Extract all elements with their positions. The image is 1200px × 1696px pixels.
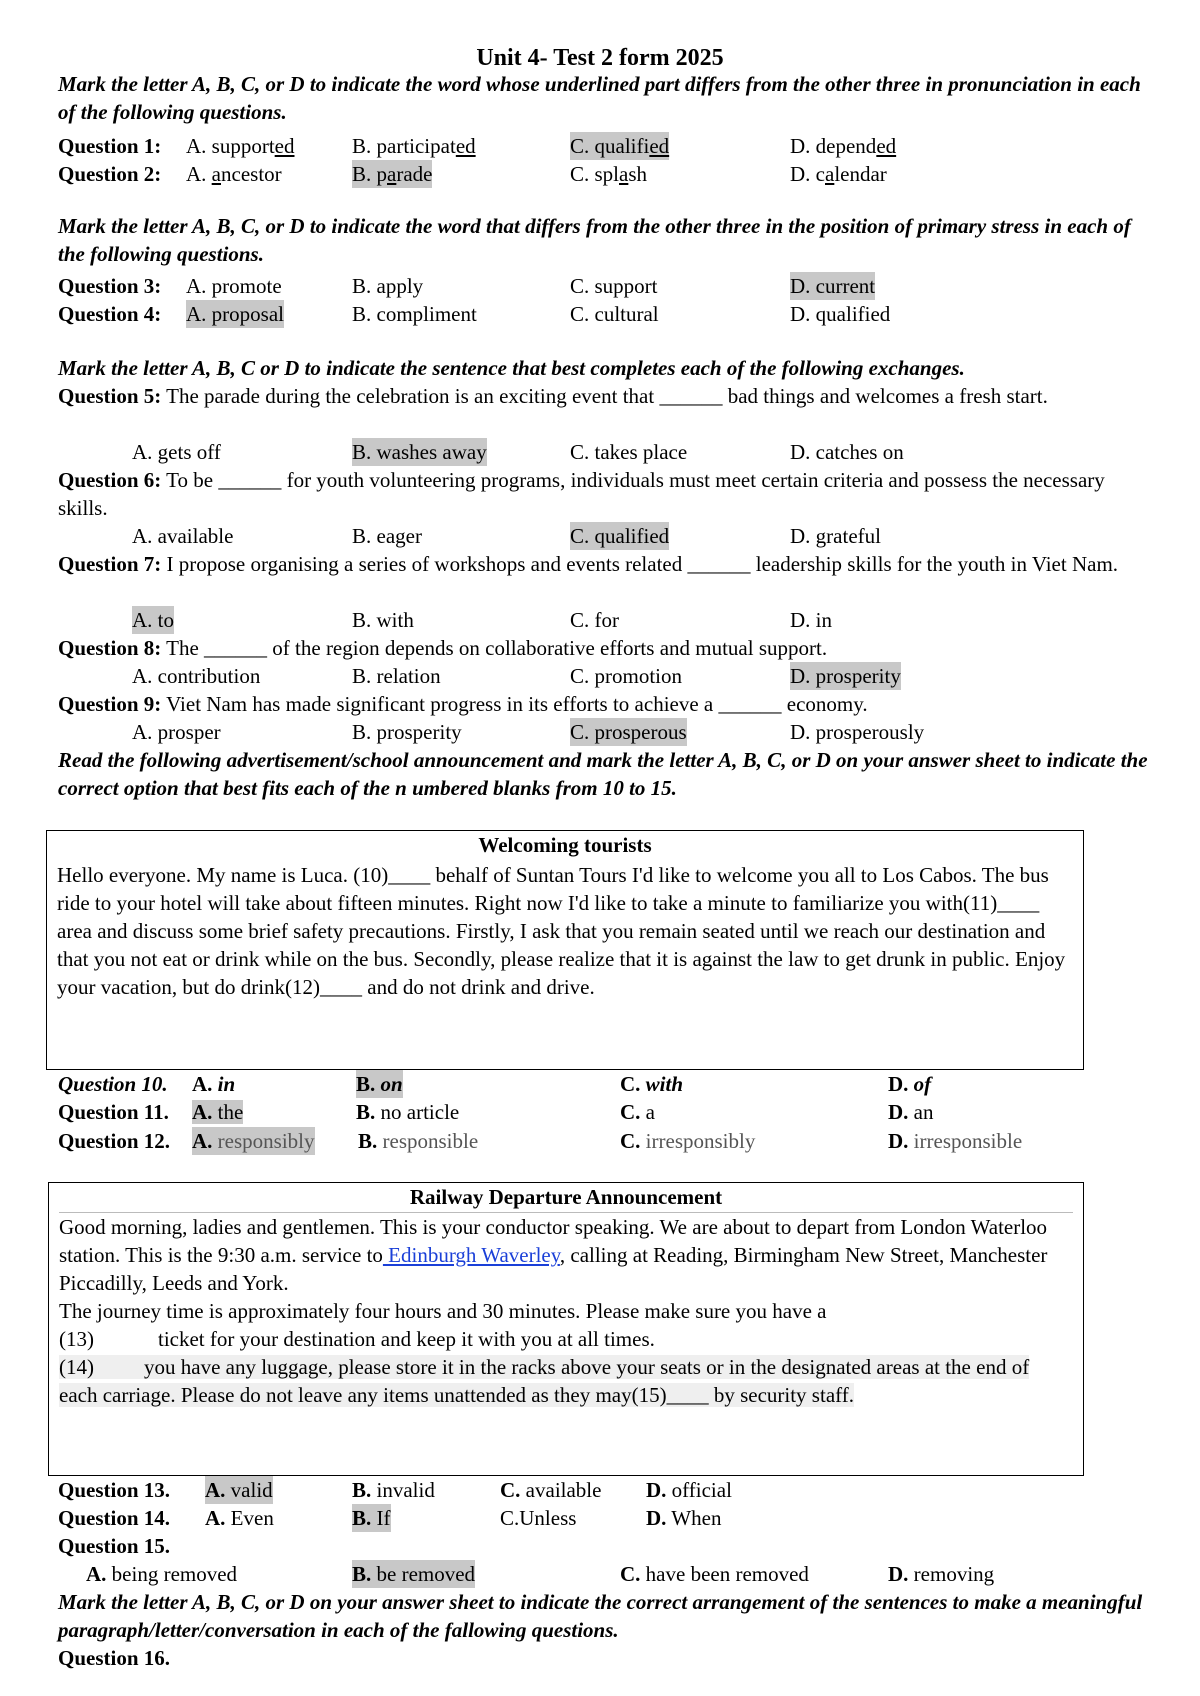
option-a[interactable]: A. prosper — [132, 720, 221, 744]
option-letter: C. — [620, 1129, 641, 1153]
option-c[interactable]: C. cultural — [570, 302, 659, 326]
option-c[interactable] — [620, 1070, 683, 1098]
option-a[interactable]: A. available — [132, 524, 234, 548]
option-a[interactable] — [86, 1560, 237, 1588]
option-d[interactable] — [888, 1127, 1022, 1155]
option-text: invalid — [376, 1478, 435, 1502]
question-text: I propose organising a series of workshops and events related ______ leadership skills for the youth in Viet Nam. — [166, 552, 1119, 576]
option-text: available — [525, 1478, 602, 1502]
question-label: Question 9: — [58, 692, 162, 716]
option-letter: A. — [205, 1478, 226, 1502]
option-d[interactable]: D. catches on — [790, 440, 904, 464]
option-d[interactable] — [646, 1476, 732, 1504]
question-9-stem — [58, 690, 868, 718]
option-text: C. spl — [570, 162, 620, 186]
option-c[interactable] — [620, 1560, 809, 1588]
option-letter: B. — [352, 1478, 372, 1502]
option-c-highlighted[interactable]: C. qualified — [570, 524, 670, 548]
question-text: To be ______ for youth volunteering programs, individuals must meet certain criteria and possess the necessary skills. — [58, 468, 1105, 520]
option-text: irresponsibly — [645, 1129, 756, 1153]
option-b-highlighted[interactable] — [352, 1504, 391, 1532]
option-b[interactable]: B. apply — [352, 274, 424, 298]
option-letter: A. — [192, 1100, 213, 1124]
underlined-part: ed — [455, 134, 476, 158]
option-d[interactable] — [646, 1504, 721, 1532]
option-text: a — [645, 1100, 655, 1124]
option-d[interactable] — [790, 132, 896, 160]
question-5-stem — [58, 382, 1148, 410]
passage-sentence: The journey time is approximately four hours and 30 minutes. Please make sure you have a — [59, 1299, 827, 1323]
question-label: Question 2: — [58, 162, 162, 186]
passage-box-welcoming-tourists — [46, 830, 1084, 1070]
question-label: Question 11. — [58, 1100, 169, 1124]
option-letter: D. — [888, 1072, 909, 1096]
option-b[interactable] — [358, 1127, 478, 1155]
page-title: Unit 4- Test 2 form 2025 — [476, 45, 724, 71]
option-b[interactable]: B. compliment — [352, 302, 477, 326]
option-letter: B. — [352, 1562, 372, 1586]
option-a-highlighted[interactable] — [192, 1127, 315, 1155]
passage-text — [59, 1213, 1069, 1409]
option-b-highlighted[interactable] — [352, 1560, 475, 1588]
option-b[interactable]: B. eager — [352, 524, 422, 548]
option-letter: B. — [358, 1129, 378, 1153]
option-text: valid — [230, 1478, 273, 1502]
option-c[interactable]: C. takes place — [570, 440, 688, 464]
option-text: irresponsible — [913, 1129, 1023, 1153]
option-letter: B. — [352, 1506, 372, 1530]
option-text: If — [376, 1506, 391, 1530]
option-b-highlighted[interactable]: B. washes away — [352, 440, 487, 464]
option-letter: D. — [888, 1100, 909, 1124]
option-a[interactable] — [186, 160, 282, 188]
option-a-highlighted[interactable] — [205, 1476, 273, 1504]
passage-box-railway-announcement — [48, 1182, 1084, 1476]
question-label: Question 3: — [58, 274, 162, 298]
option-text: rade — [396, 162, 433, 186]
instruction-pronunciation: Mark the letter A, B, C, or D to indicate the word whose underlined part differs from the other three in pronunciation in each of the following questions. — [58, 72, 1141, 124]
option-text: of — [913, 1072, 932, 1096]
passage-sentence: , calling at Reading, Birmingham New Street, Manchester Piccadilly, Leeds and York. — [59, 1243, 1048, 1295]
option-text: A. support — [186, 134, 275, 158]
option-letter: A. — [86, 1562, 107, 1586]
underlined-part: a — [825, 162, 835, 186]
option-d-highlighted[interactable]: D. current — [790, 274, 876, 298]
instruction-arrangement: Mark the letter A, B, C, or D on your answer sheet to indicate the correct arrangement of the sentences to make a meaningful paragraph/letter/conversation in each of the fallowing questions. — [58, 1590, 1143, 1642]
option-d[interactable]: D. prosperously — [790, 720, 925, 744]
option-text: B. p — [352, 162, 388, 186]
option-letter: C. — [620, 1100, 641, 1124]
option-text: official — [671, 1478, 732, 1502]
option-a[interactable]: A. gets off — [132, 440, 221, 464]
instruction-reading: Read the following advertisement/school announcement and mark the letter A, B, C, or D on your answer sheet to indicate the correct option that best fits each of the n umbered blanks from 10 to 15. — [58, 748, 1148, 800]
option-c[interactable]: C. support — [570, 274, 658, 298]
option-text: D. depend — [790, 134, 877, 158]
option-letter: C. — [620, 1072, 641, 1096]
option-text: have been removed — [645, 1562, 809, 1586]
question-15-label: Question 15. — [58, 1534, 171, 1558]
option-a-highlight — [192, 1100, 243, 1124]
question-label: Question 5: — [58, 384, 162, 408]
option-text: responsible — [382, 1129, 479, 1153]
option-c[interactable] — [570, 160, 647, 188]
option-d[interactable]: D. qualified — [790, 302, 891, 326]
edinburgh-waverley-link[interactable]: Edinburgh Waverley — [382, 1243, 560, 1267]
option-c[interactable]: C. for — [570, 608, 619, 632]
option-text: sh — [628, 162, 648, 186]
option-b[interactable] — [352, 1476, 435, 1504]
option-text: ncestor — [221, 162, 282, 186]
option-letter: B. — [356, 1100, 376, 1124]
option-a[interactable] — [205, 1504, 274, 1532]
option-c-highlighted[interactable]: C. prosperous — [570, 720, 687, 744]
passage-text: Hello everyone. My name is Luca. (10)____ behalf of Suntan Tours I'd like to welcome you all to Los Cabos. The bus ride to your hotel will take about fifteen minutes. Right now I'd like to take a minute to familiarize you with(11)____ area and discuss some brief safety precautions. Firstly, I ask that you remain seated until we reach our destination and that you not eat or drink while on the bus. Secondly, please realize that it is against the law to get drunk in public. Enjoy your vacation, but do drink(12)____ and do not drink and drive. — [57, 863, 1066, 999]
option-c[interactable] — [620, 1098, 655, 1126]
option-text: A. — [186, 162, 212, 186]
option-a[interactable] — [186, 132, 295, 160]
option-letter: C. — [620, 1562, 641, 1586]
option-d-highlighted[interactable]: D. prosperity — [790, 664, 901, 688]
option-b-highlighted[interactable] — [356, 1070, 403, 1098]
option-d[interactable] — [888, 1098, 934, 1126]
option-d[interactable] — [888, 1560, 994, 1588]
option-d[interactable]: D. grateful — [790, 524, 881, 548]
passage-sentence: Good morning, ladies and gentlemen. This is your conductor speaking. We are about to depart from London Waterloo station. This is the 9:30 a.m. service to — [59, 1215, 1048, 1267]
question-label: Question 10. — [58, 1072, 168, 1096]
option-text: on — [380, 1072, 403, 1096]
option-text: the — [217, 1100, 244, 1124]
option-a[interactable]: A. contribution — [132, 664, 261, 688]
option-c-highlighted[interactable] — [570, 132, 669, 160]
option-text: in — [217, 1072, 236, 1096]
option-a[interactable]: A. promote — [186, 274, 282, 298]
option-text: with — [645, 1072, 684, 1096]
option-text: When — [671, 1506, 722, 1530]
option-a[interactable] — [192, 1070, 235, 1098]
option-letter: A. — [192, 1072, 213, 1096]
option-b[interactable]: B. with — [352, 608, 414, 632]
option-text: removing — [913, 1562, 995, 1586]
option-letter: A. — [205, 1506, 226, 1530]
option-letter: D. — [646, 1506, 667, 1530]
instruction-stress: Mark the letter A, B, C, or D to indicate the word that differs from the other three in the position of primary stress in each of the following questions. — [58, 214, 1131, 266]
option-text: D. c — [790, 162, 825, 186]
option-b[interactable]: B. relation — [352, 664, 441, 688]
option-a-highlighted[interactable]: A. to — [132, 608, 174, 632]
option-letter: D. — [888, 1562, 909, 1586]
option-d[interactable] — [790, 160, 887, 188]
underlined-part: ed — [649, 134, 670, 158]
option-c[interactable] — [500, 1476, 601, 1504]
option-a-highlighted[interactable]: A. proposal — [186, 302, 284, 326]
option-c[interactable]: C.Unless — [500, 1506, 577, 1530]
option-b[interactable] — [352, 132, 476, 160]
question-16-label: Question 16. — [58, 1646, 171, 1670]
underlined-part: a — [387, 162, 397, 186]
question-label: Question 13. — [58, 1478, 171, 1502]
option-text: no article — [380, 1100, 460, 1124]
passage-title: Welcoming tourists — [478, 833, 652, 857]
option-letter: D. — [888, 1129, 909, 1153]
option-text: Even — [230, 1506, 274, 1530]
passage-shaded-text — [59, 1355, 1029, 1407]
option-a[interactable] — [192, 1098, 243, 1126]
question-text: The ______ of the region depends on collaborative efforts and mutual support. — [166, 636, 828, 660]
question-label: Question 12. — [58, 1129, 171, 1153]
question-7-stem — [58, 550, 1128, 578]
blank-number: (13) — [59, 1327, 94, 1351]
blank-number: (14) — [59, 1355, 94, 1379]
question-label: Question 7: — [58, 552, 162, 576]
question-label: Question 14. — [58, 1506, 171, 1530]
passage-sentence: you have any luggage, please store it in the racks above your seats or in the designated areas at the end of each carriage. Please do not leave any items unattended as they may(15)____ by security staff. — [59, 1355, 1030, 1407]
option-c[interactable]: C. promotion — [570, 664, 683, 688]
option-letter: D. — [646, 1478, 667, 1502]
option-text: an — [913, 1100, 934, 1124]
question-label: Question 4: — [58, 302, 162, 326]
passage-title: Railway Departure Announcement — [409, 1185, 723, 1209]
option-text: being removed — [111, 1562, 238, 1586]
underlined-part: a — [211, 162, 221, 186]
option-b[interactable]: B. prosperity — [352, 720, 462, 744]
option-letter: C. — [500, 1478, 521, 1502]
option-b[interactable] — [356, 1098, 459, 1126]
option-text: B. participat — [352, 134, 456, 158]
question-text: The parade during the celebration is an exciting event that ______ bad things and welcomes a fresh start. — [166, 384, 1048, 408]
option-d[interactable]: D. in — [790, 608, 832, 632]
underlined-part: a — [619, 162, 629, 186]
question-label: Question 8: — [58, 636, 162, 660]
underlined-part: ed — [876, 134, 897, 158]
question-label: Question 1: — [58, 134, 162, 158]
option-text: lendar — [834, 162, 887, 186]
option-letter: A. — [192, 1129, 213, 1153]
question-label: Question 6: — [58, 468, 162, 492]
option-text: C. qualifi — [570, 134, 650, 158]
option-text: responsibly — [217, 1129, 315, 1153]
option-c[interactable] — [620, 1127, 755, 1155]
question-6-stem — [58, 466, 1158, 522]
option-d[interactable] — [888, 1070, 931, 1098]
underlined-part: ed — [274, 134, 295, 158]
question-8-stem — [58, 634, 827, 662]
option-letter: B. — [356, 1072, 376, 1096]
option-b-highlighted[interactable] — [352, 160, 432, 188]
question-text: Viet Nam has made significant progress in its efforts to achieve a ______ economy. — [166, 692, 868, 716]
option-text: be removed — [376, 1562, 476, 1586]
passage-sentence: ticket for your destination and keep it with you at all times. — [158, 1327, 655, 1351]
instruction-exchanges: Mark the letter A, B, C or D to indicate the sentence that best completes each of the following exchanges. — [58, 356, 965, 380]
